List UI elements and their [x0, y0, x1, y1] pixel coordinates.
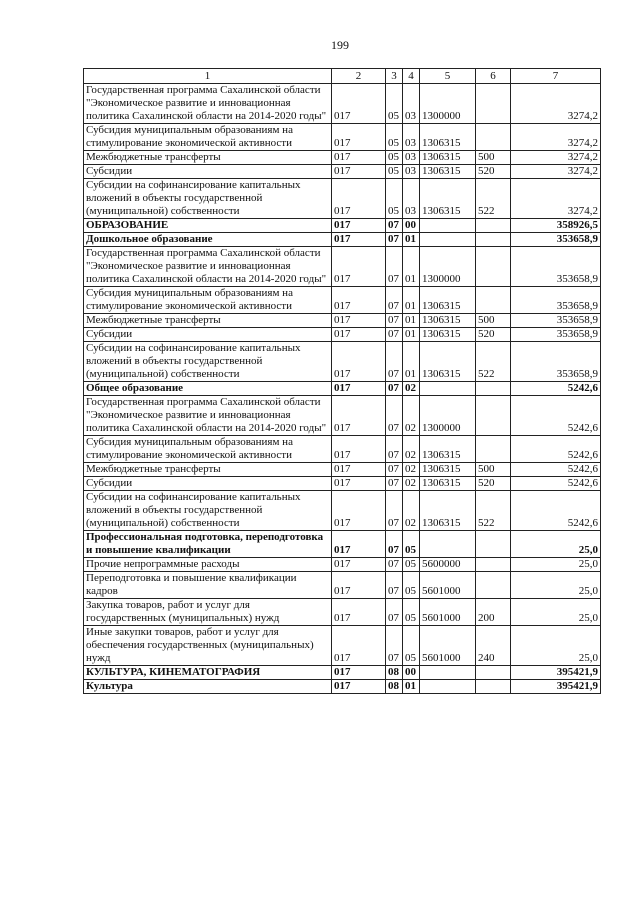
row-subsection-cell: 05	[403, 626, 420, 666]
row-ved-cell: 017	[332, 558, 386, 572]
row-section-cell: 05	[386, 151, 403, 165]
row-target-cell: 1306315	[420, 328, 476, 342]
row-name-cell: Субсидии	[84, 477, 332, 491]
row-ved-cell: 017	[332, 491, 386, 531]
row-section-cell: 07	[386, 287, 403, 314]
row-section-cell: 07	[386, 558, 403, 572]
row-section-cell: 08	[386, 680, 403, 694]
row-section-cell: 07	[386, 626, 403, 666]
row-section-cell: 05	[386, 124, 403, 151]
row-expense-type-cell: 522	[476, 491, 511, 531]
header-col-7: 7	[511, 69, 601, 84]
table-row	[84, 165, 601, 179]
row-amount-cell: 5242,6	[511, 382, 601, 396]
table-row	[84, 531, 601, 558]
row-expense-type-cell	[476, 124, 511, 151]
row-amount-cell: 5242,6	[511, 396, 601, 436]
row-ved-cell: 017	[332, 599, 386, 626]
row-subsection-cell: 02	[403, 382, 420, 396]
table-row	[84, 382, 601, 396]
row-subsection-cell: 05	[403, 572, 420, 599]
table-row	[84, 491, 601, 531]
row-ved-cell: 017	[332, 84, 386, 124]
table-header-row	[84, 69, 601, 84]
row-expense-type-cell	[476, 247, 511, 287]
row-target-cell: 1300000	[420, 84, 476, 124]
row-target-cell	[420, 219, 476, 233]
row-expense-type-cell	[476, 84, 511, 124]
row-expense-type-cell: 200	[476, 599, 511, 626]
row-amount-cell: 395421,9	[511, 680, 601, 694]
row-amount-cell: 5242,6	[511, 436, 601, 463]
row-expense-type-cell	[476, 219, 511, 233]
row-name-cell: Дошкольное образование	[84, 233, 332, 247]
header-col-1: 1	[84, 69, 332, 84]
row-amount-cell: 358926,5	[511, 219, 601, 233]
row-section-cell: 07	[386, 477, 403, 491]
row-ved-cell: 017	[332, 219, 386, 233]
row-target-cell: 1306315	[420, 463, 476, 477]
row-ved-cell: 017	[332, 165, 386, 179]
row-ved-cell: 017	[332, 572, 386, 599]
row-section-cell: 07	[386, 247, 403, 287]
row-target-cell: 1306315	[420, 165, 476, 179]
row-target-cell: 5601000	[420, 599, 476, 626]
row-section-cell: 07	[386, 491, 403, 531]
row-target-cell: 1306315	[420, 124, 476, 151]
row-subsection-cell: 01	[403, 247, 420, 287]
row-section-cell: 07	[386, 314, 403, 328]
row-expense-type-cell: 522	[476, 179, 511, 219]
row-expense-type-cell	[476, 382, 511, 396]
row-ved-cell: 017	[332, 328, 386, 342]
row-subsection-cell: 03	[403, 124, 420, 151]
row-section-cell: 07	[386, 328, 403, 342]
row-expense-type-cell	[476, 396, 511, 436]
row-expense-type-cell: 520	[476, 165, 511, 179]
row-amount-cell: 25,0	[511, 599, 601, 626]
row-target-cell	[420, 233, 476, 247]
row-name-cell: Субсидия муниципальным образованиям на стимулирование экономической активности	[84, 124, 332, 151]
row-target-cell: 1306315	[420, 287, 476, 314]
row-name-cell: Межбюджетные трансферты	[84, 314, 332, 328]
row-amount-cell: 353658,9	[511, 287, 601, 314]
row-subsection-cell: 03	[403, 179, 420, 219]
row-amount-cell: 353658,9	[511, 328, 601, 342]
table-row	[84, 558, 601, 572]
row-expense-type-cell	[476, 666, 511, 680]
row-ved-cell: 017	[332, 287, 386, 314]
row-subsection-cell: 01	[403, 314, 420, 328]
row-ved-cell: 017	[332, 124, 386, 151]
row-amount-cell: 353658,9	[511, 233, 601, 247]
row-section-cell: 05	[386, 179, 403, 219]
row-expense-type-cell: 500	[476, 463, 511, 477]
row-subsection-cell: 01	[403, 680, 420, 694]
header-col-2: 2	[332, 69, 386, 84]
row-section-cell: 05	[386, 84, 403, 124]
row-section-cell: 07	[386, 436, 403, 463]
row-target-cell: 5601000	[420, 572, 476, 599]
row-name-cell: Закупка товаров, работ и услуг для государственных (муниципальных) нужд	[84, 599, 332, 626]
row-subsection-cell: 05	[403, 558, 420, 572]
row-name-cell: Общее образование	[84, 382, 332, 396]
row-expense-type-cell	[476, 233, 511, 247]
row-name-cell: Субсидии	[84, 165, 332, 179]
table-row	[84, 287, 601, 314]
row-ved-cell: 017	[332, 463, 386, 477]
row-name-cell: Культура	[84, 680, 332, 694]
header-col-3: 3	[386, 69, 403, 84]
row-subsection-cell: 02	[403, 491, 420, 531]
row-amount-cell: 5242,6	[511, 491, 601, 531]
row-subsection-cell: 01	[403, 342, 420, 382]
row-name-cell: Иные закупки товаров, работ и услуг для обеспечения государственных (муниципальных) нужд	[84, 626, 332, 666]
row-ved-cell: 017	[332, 626, 386, 666]
row-name-cell: Субсидия муниципальным образованиям на стимулирование экономической активности	[84, 287, 332, 314]
row-expense-type-cell	[476, 531, 511, 558]
row-amount-cell: 3274,2	[511, 151, 601, 165]
row-amount-cell: 353658,9	[511, 247, 601, 287]
row-name-cell: Государственная программа Сахалинской области "Экономическое развитие и инновационная политика Сахалинской области на 2014-2020 годы"	[84, 396, 332, 436]
table-row	[84, 179, 601, 219]
header-col-4: 4	[403, 69, 420, 84]
row-section-cell: 07	[386, 396, 403, 436]
row-section-cell: 05	[386, 165, 403, 179]
row-amount-cell: 25,0	[511, 572, 601, 599]
row-subsection-cell: 01	[403, 328, 420, 342]
row-subsection-cell: 01	[403, 233, 420, 247]
row-amount-cell: 3274,2	[511, 84, 601, 124]
row-subsection-cell: 00	[403, 666, 420, 680]
row-name-cell: Переподготовка и повышение квалификации кадров	[84, 572, 332, 599]
row-ved-cell: 017	[332, 666, 386, 680]
row-amount-cell: 25,0	[511, 626, 601, 666]
row-section-cell: 07	[386, 233, 403, 247]
row-amount-cell: 5242,6	[511, 463, 601, 477]
row-subsection-cell: 02	[403, 477, 420, 491]
row-amount-cell: 25,0	[511, 531, 601, 558]
row-ved-cell: 017	[332, 314, 386, 328]
header-col-6: 6	[476, 69, 511, 84]
row-target-cell	[420, 382, 476, 396]
table-row	[84, 84, 601, 124]
row-target-cell: 1306315	[420, 342, 476, 382]
row-target-cell: 5600000	[420, 558, 476, 572]
row-ved-cell: 017	[332, 477, 386, 491]
row-target-cell	[420, 680, 476, 694]
row-name-cell: Межбюджетные трансферты	[84, 463, 332, 477]
table-row	[84, 314, 601, 328]
row-subsection-cell: 03	[403, 151, 420, 165]
row-target-cell: 1306315	[420, 151, 476, 165]
row-subsection-cell: 02	[403, 436, 420, 463]
row-expense-type-cell: 520	[476, 328, 511, 342]
row-subsection-cell: 02	[403, 396, 420, 436]
row-expense-type-cell: 500	[476, 314, 511, 328]
row-amount-cell: 395421,9	[511, 666, 601, 680]
row-name-cell: Государственная программа Сахалинской области "Экономическое развитие и инновационная политика Сахалинской области на 2014-2020 годы"	[84, 84, 332, 124]
row-section-cell: 07	[386, 531, 403, 558]
row-ved-cell: 017	[332, 233, 386, 247]
row-subsection-cell: 05	[403, 531, 420, 558]
row-expense-type-cell: 522	[476, 342, 511, 382]
row-section-cell: 08	[386, 666, 403, 680]
row-target-cell: 1300000	[420, 247, 476, 287]
row-name-cell: КУЛЬТУРА, КИНЕМАТОГРАФИЯ	[84, 666, 332, 680]
table-row	[84, 666, 601, 680]
table-row	[84, 680, 601, 694]
row-name-cell: Субсидии на софинансирование капитальных вложений в объекты государственной (муниципальной) собственности	[84, 179, 332, 219]
row-ved-cell: 017	[332, 247, 386, 287]
row-expense-type-cell	[476, 436, 511, 463]
row-subsection-cell: 03	[403, 84, 420, 124]
row-expense-type-cell	[476, 572, 511, 599]
row-expense-type-cell: 240	[476, 626, 511, 666]
row-section-cell: 07	[386, 342, 403, 382]
row-subsection-cell: 00	[403, 219, 420, 233]
row-subsection-cell: 02	[403, 463, 420, 477]
row-target-cell: 1306315	[420, 491, 476, 531]
page-number: 199	[331, 38, 349, 52]
row-expense-type-cell	[476, 287, 511, 314]
table-row	[84, 396, 601, 436]
budget-table	[83, 68, 601, 694]
table-row	[84, 626, 601, 666]
row-amount-cell: 25,0	[511, 558, 601, 572]
table-row	[84, 124, 601, 151]
table-row	[84, 572, 601, 599]
table-row	[84, 342, 601, 382]
table-row	[84, 247, 601, 287]
table-body	[84, 84, 601, 694]
row-ved-cell: 017	[332, 680, 386, 694]
table-row	[84, 328, 601, 342]
row-name-cell: Субсидии на софинансирование капитальных вложений в объекты государственной (муниципальной) собственности	[84, 342, 332, 382]
row-name-cell: Государственная программа Сахалинской области "Экономическое развитие и инновационная политика Сахалинской области на 2014-2020 годы"	[84, 247, 332, 287]
row-expense-type-cell	[476, 558, 511, 572]
row-target-cell: 1306315	[420, 314, 476, 328]
row-amount-cell: 3274,2	[511, 179, 601, 219]
row-ved-cell: 017	[332, 531, 386, 558]
row-amount-cell: 5242,6	[511, 477, 601, 491]
row-name-cell: Субсидии	[84, 328, 332, 342]
table-row	[84, 599, 601, 626]
row-amount-cell: 353658,9	[511, 342, 601, 382]
row-expense-type-cell: 500	[476, 151, 511, 165]
row-section-cell: 07	[386, 599, 403, 626]
row-target-cell: 1306315	[420, 436, 476, 463]
row-ved-cell: 017	[332, 396, 386, 436]
row-amount-cell: 353658,9	[511, 314, 601, 328]
row-subsection-cell: 03	[403, 165, 420, 179]
row-ved-cell: 017	[332, 179, 386, 219]
row-target-cell: 1300000	[420, 396, 476, 436]
table-row	[84, 233, 601, 247]
row-name-cell: Профессиональная подготовка, переподготовка и повышение квалификации	[84, 531, 332, 558]
table-row	[84, 436, 601, 463]
row-name-cell: Субсидии на софинансирование капитальных вложений в объекты государственной (муниципальной) собственности	[84, 491, 332, 531]
row-amount-cell: 3274,2	[511, 124, 601, 151]
header-col-5: 5	[420, 69, 476, 84]
row-subsection-cell: 01	[403, 287, 420, 314]
table-row	[84, 219, 601, 233]
row-name-cell: Межбюджетные трансферты	[84, 151, 332, 165]
table-row	[84, 463, 601, 477]
row-target-cell	[420, 666, 476, 680]
table-row	[84, 477, 601, 491]
row-subsection-cell: 05	[403, 599, 420, 626]
row-name-cell: Прочие непрограммные расходы	[84, 558, 332, 572]
row-section-cell: 07	[386, 463, 403, 477]
row-target-cell	[420, 531, 476, 558]
row-ved-cell: 017	[332, 151, 386, 165]
row-ved-cell: 017	[332, 342, 386, 382]
row-expense-type-cell	[476, 680, 511, 694]
row-section-cell: 07	[386, 382, 403, 396]
row-name-cell: ОБРАЗОВАНИЕ	[84, 219, 332, 233]
row-target-cell: 1306315	[420, 179, 476, 219]
row-expense-type-cell: 520	[476, 477, 511, 491]
row-section-cell: 07	[386, 572, 403, 599]
row-section-cell: 07	[386, 219, 403, 233]
table-row	[84, 151, 601, 165]
row-target-cell: 1306315	[420, 477, 476, 491]
row-amount-cell: 3274,2	[511, 165, 601, 179]
row-ved-cell: 017	[332, 436, 386, 463]
row-name-cell: Субсидия муниципальным образованиям на стимулирование экономической активности	[84, 436, 332, 463]
row-target-cell: 5601000	[420, 626, 476, 666]
row-ved-cell: 017	[332, 382, 386, 396]
